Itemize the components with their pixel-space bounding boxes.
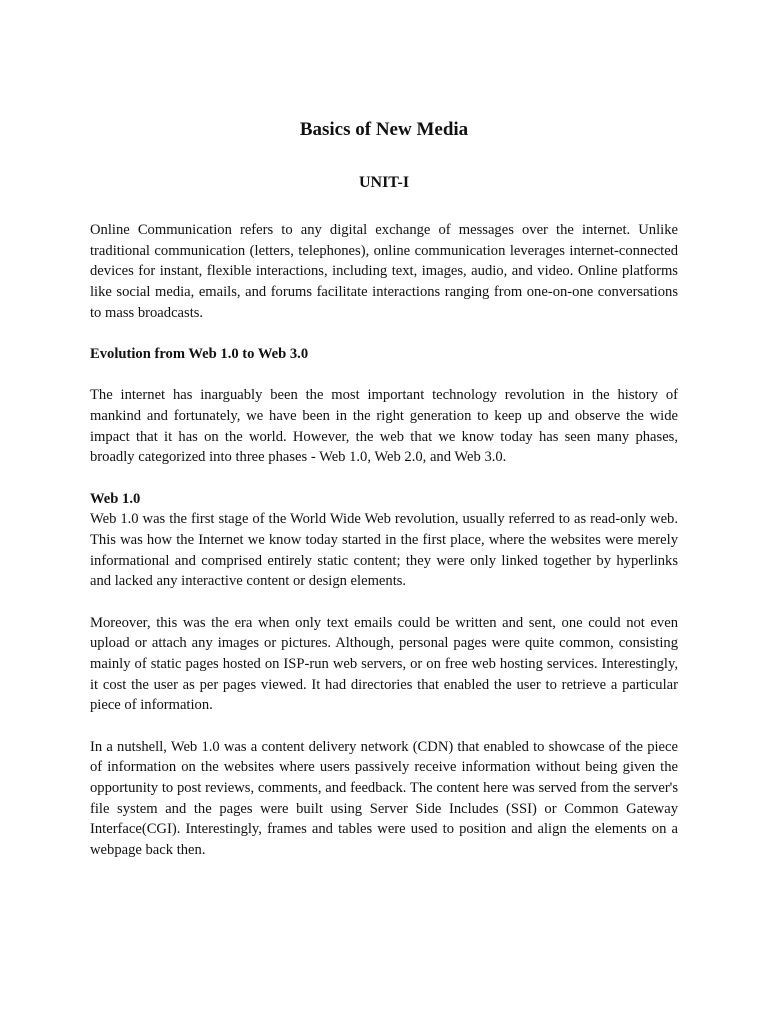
intro-paragraph: Online Communication refers to any digital exchange of messages over the internet. Unlike traditional communication (letters, telephones), online communication leverages internet-connected devices for instant, flexible interactions, including text, images, audio, and video. Online platforms like social media, emails, and forums facilitate interactions ranging from one-on-one conversations to mass broadcasts. — [90, 222, 678, 321]
evolution-paragraph: The internet has inarguably been the most important technology revolution in the history of mankind and fortunately, we have been in the right generation to keep up and observe the wide impact that it has on the world. However, the web that we know today has seen many phases, broadly categorized into three phases - Web 1.0, Web 2.0, and Web 3.0. — [90, 387, 678, 466]
evolution-heading: Evolution from Web 1.0 to Web 3.0 — [90, 346, 309, 363]
web1-paragraph-3: In a nutshell, Web 1.0 was a content delivery network (CDN) that enabled to showcase of the piece of information on the websites where users passively receive information without being given the opportunity to post reviews, comments, and feedback. The content here was served from the server's file system and the pages were built using Server Side Includes (SSI) or Common Gateway Interface(CGI). Interestingly, frames and tables were used to position and align the elements on a webpage back then. — [90, 738, 678, 859]
web1-paragraph-1: Web 1.0 was the first stage of the World Wide Web revolution, usually referred to as read-only web. This was how the Internet we know today started in the first place, where the websites were merely informational and comprised entirely static content; they were only linked together by hyperlinks and lacked any interactive content or design elements. — [90, 511, 678, 590]
web1-heading: Web 1.0 — [90, 490, 141, 507]
unit-title: UNIT-I — [358, 174, 410, 191]
document-page — [90, 116, 678, 881]
web1-paragraph-2: Moreover, this was the era when only text emails could be written and sent, one could not even upload or attach any images or pictures. Although, personal pages were quite common, consisting mainly of static pages hosted on ISP-run web servers, or on free web hosting services. Interestingly, it cost the user as per pages viewed. It had directories that enabled the user to retrieve a particular piece of information. — [90, 614, 678, 714]
document-title: Basics of New Media — [299, 119, 469, 140]
